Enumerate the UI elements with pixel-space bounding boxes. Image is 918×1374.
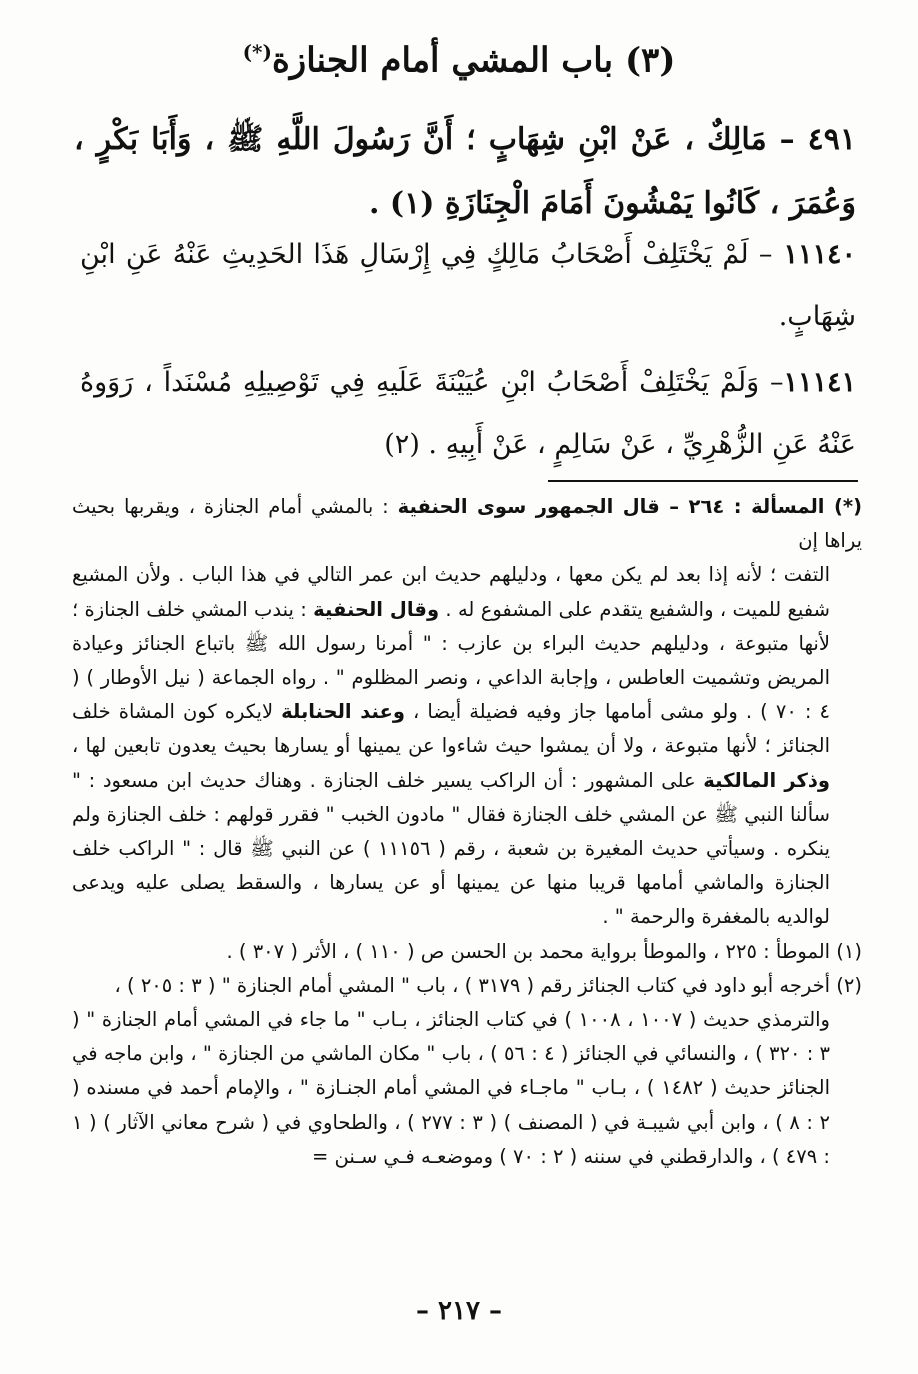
masala-text-4: على المشهور : أن الراكب يسير خلف الجنازة . وهناك حديث ابن مسعود : " سألنا النبي ﷺ عن المشي خلف الجنازة فقال " مادون الخبب " فقرر قولهم : خلف الجنازة ولم ينكره . وسيأتي حديث المغيرة بن شعبة ، رقم ( ١١١٥٦ ) عن النبي ﷺ قال : " الراكب خلف الجنازة والماشي أمامها قريبا منها عن يمينها أو عن يسارها ، والسقط يصلى عليه ويدعى لوالديه بالمغفرة والرحمة " . bbox=[72, 768, 830, 929]
hadith-491 bbox=[74, 108, 856, 236]
commentary-1141-number: ١١١٤١ bbox=[783, 367, 856, 398]
masala-maliki-label: وذكر المالكية bbox=[703, 768, 830, 792]
hadith-number: ٤٩١ bbox=[794, 122, 857, 157]
commentary-1140 bbox=[80, 224, 856, 348]
commentary-1141 bbox=[80, 352, 856, 476]
footnotes bbox=[72, 490, 862, 1174]
chapter-title-marker: (*) bbox=[242, 40, 272, 64]
masala-text-3: لايكره كون المشاة خلف الجنائز ؛ لأنها متبوعة ، ولا أن يمشوا حيث شاءوا عن يمينها أو يسارها بحيث يعدون تابعين لها ، bbox=[72, 700, 830, 758]
footnote-2-rest: والترمذي حديث ( ١٠٠٧ ، ١٠٠٨ ) في كتاب الجنائز ، بـاب " ما جاء في المشي أمام الجنازة " ( ٣ : ٣٢٠ ) ، والنسائي في الجنائز ( ٤ : ٥٦ ) ، باب " مكان الماشي من الجنازة " ، وابن ماجه في الجنائز حديث ( ١٤٨٢ ) ، بـاب " ماجـاء في المشي أمام الجنـازة " ، والإمام أحمد في مسنده ( ٢ : ٨ ) ، وابن أبي شيبـة في ( المصنف ) ( ٣ : ٢٧٧ ) ، والطحاوي في ( شرح معاني الآثار ) ( ١ : ٤٧٩ ) ، والدارقطني في سننه ( ٢ : ٧٠ ) وموضعـه فـي سـنن = bbox=[72, 1008, 831, 1168]
footnote-2-first: (٢) أخرجه أبو داود في كتاب الجنائز رقم ( ٣١٧٩ ) ، باب " المشي أمام الجنازة " ( ٣ : ٢٠٥ ) ، bbox=[114, 973, 862, 997]
commentary-1140-number: ١١١٤٠ bbox=[772, 239, 857, 270]
masala-body bbox=[72, 558, 862, 934]
masala-text-1: التفت ؛ لأنه إذا بعد لم يكن معها ، ودليلهم حديث ابن عمر التالي في هذا الباب . ولأن المشيع شفيع للميت ، والشفيع يتقدم على المشفوع له . bbox=[72, 563, 831, 621]
masala-intro: : بالمشي أمام الجنازة ، ويقربها بحيث يراها إن bbox=[72, 495, 862, 553]
masala-hanbali-label: وعند الحنابلة bbox=[281, 700, 405, 724]
hadith-text: – مَالِكٌ ، عَنْ ابْنِ شِهَابٍ ؛ أَنَّ رَسُولَ اللَّهِ ﷺ ، وَأَبَا بَكْرٍ ، وَعُمَرَ ، كَانُوا يَمْشُونَ أَمَامَ الْجِنَازَةِ (١) . bbox=[74, 122, 856, 221]
chapter-title bbox=[0, 40, 918, 80]
chapter-title-text: (٣) باب المشي أمام الجنازة bbox=[271, 40, 676, 81]
masala-label: (*) المسألة : ٢٦٤ – قال الجمهور سوى الحنفية bbox=[397, 495, 862, 518]
page-number: – ٢١٧ – bbox=[415, 1296, 503, 1326]
footnote-divider bbox=[548, 480, 858, 482]
commentary-1141-text: – وَلَمْ يَخْتَلِفْ أَصْحَابُ ابْنِ عُيَيْنَةَ عَلَيهِ فِي تَوْصِيلِهِ مُسْنَداً ، رَوَوهُ عَنْهُ عَنِ الزُّهْرِيِّ ، عَنْ سَالِمٍ ، عَنْ أَبِيهِ . (٢) bbox=[80, 367, 856, 460]
note-masala bbox=[72, 490, 862, 558]
commentary-1140-text: – لَمْ يَخْتَلِفْ أَصْحَابُ مَالِكٍ فِي إِرْسَالِ هَذَا الحَدِيثِ عَنْهُ عَنِ ابْنِ شِهَابٍ. bbox=[80, 239, 856, 332]
masala-hanafi-label: وقال الحنفية bbox=[313, 597, 440, 621]
masala-text-2: : يندب المشي خلف الجنازة ؛ لأنها متبوعة ، ودليلهم حديث البراء بن عازب : " أمرنا رسول الله ﷺ باتباع الجنائز وعيادة المريض وتشميت العاطس ، وإجابة الداعي ، ونصر المظلوم " . رواه الجماعة ( نيل الأوطار ) ( ٤ : ٧٠ ) . ولو مشى أمامها جاز وفيه فضيلة أيضا ، bbox=[72, 597, 831, 724]
footnote-1: (١) الموطأ : ٢٢٥ ، والموطأ برواية محمد بن الحسن ص ( ١١٠ ) ، الأثر ( ٣٠٧ ) . bbox=[226, 939, 862, 963]
